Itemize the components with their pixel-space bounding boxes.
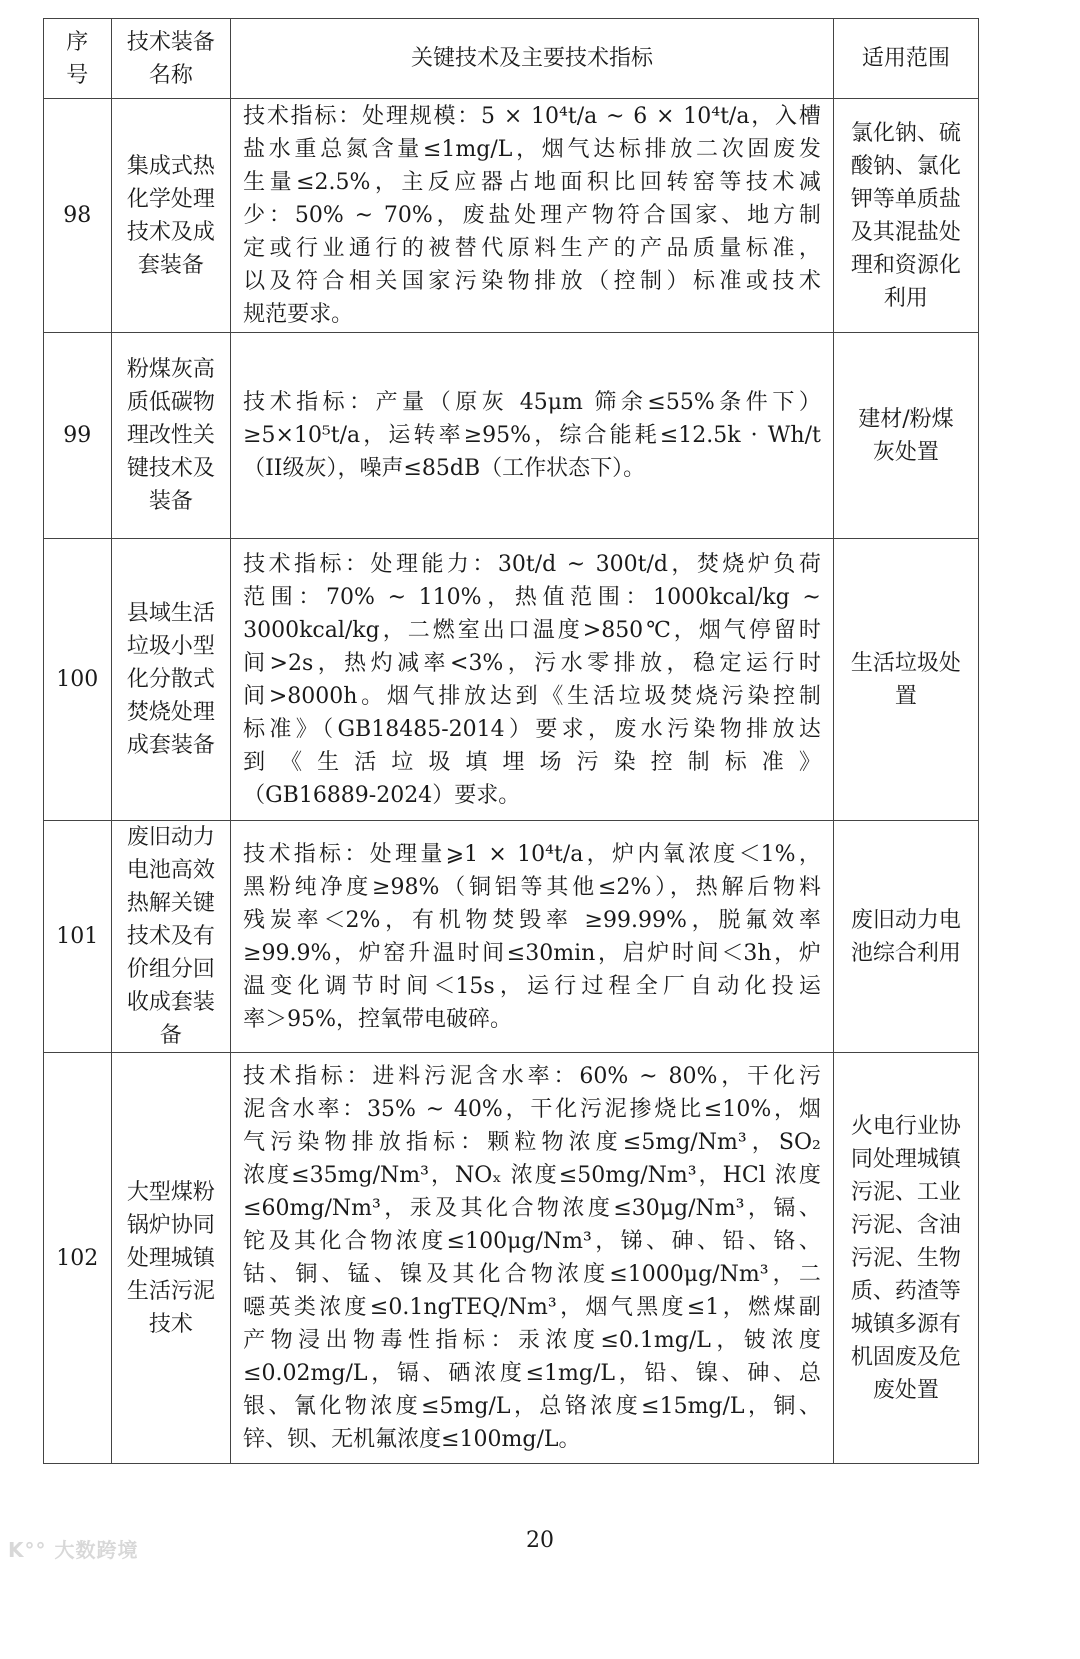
equipment-name-line: 化学处理 xyxy=(126,186,215,212)
scope-line: 钾等单质盐 xyxy=(850,186,961,212)
equipment-name-line: 电池高效 xyxy=(126,858,215,883)
equipment-name-line: 装备 xyxy=(148,489,193,514)
indicator-line: 标准》（GB18485-2014）要求，废水污染物排放达 xyxy=(243,716,821,742)
header-no-line: 号 xyxy=(66,62,89,88)
equipment-name xyxy=(111,821,231,1053)
equipment-name-line: 废旧动力 xyxy=(126,825,215,850)
indicator-line: 率＞95%，控氧带电破碎。 xyxy=(243,1006,512,1032)
scope-line: 置 xyxy=(894,683,917,709)
indicator-line: （II级灰），噪声≤85dB（工作状态下）。 xyxy=(243,456,646,481)
scope-line: 建材/粉煤 xyxy=(858,406,954,432)
scope-line: 废处置 xyxy=(872,1377,939,1403)
scope-line: 灰处置 xyxy=(872,439,939,465)
indicator-line: 气污染物排放指标：颗粒物浓度≤5mg/Nm³，SO₂ xyxy=(243,1130,821,1155)
technical-indicators xyxy=(231,539,834,821)
table-row xyxy=(44,333,979,539)
equipment-table xyxy=(43,18,979,1464)
scope-line: 同处理城镇 xyxy=(850,1146,961,1172)
indicator-line: 以及符合相关国家污染物排放（控制）标准或技术 xyxy=(243,269,821,294)
indicator-line: 间>8000h。烟气排放达到《生活垃圾焚烧污染控制 xyxy=(243,683,821,709)
indicator-line: ≤0.02mg/L，镉、硒浓度≤1mg/L，铅、镍、砷、总 xyxy=(243,1361,821,1386)
indicator-line: 3000kcal/kg，二燃室出口温度>850℃，烟气停留时 xyxy=(243,617,821,643)
scope-line: 火电行业协 xyxy=(850,1113,961,1139)
scope-line: 污泥、生物 xyxy=(850,1245,961,1271)
equipment-name-line: 键技术及 xyxy=(126,456,215,481)
equipment-name-line: 化分散式 xyxy=(126,667,215,692)
scope-line: 污泥、含油 xyxy=(850,1212,961,1238)
indicator-line: 技术指标：处理规模：5 × 10⁴t/a ~ 6 × 10⁴t/a，入槽 xyxy=(243,104,821,129)
scope-line: 废旧动力电 xyxy=(850,907,961,933)
indicator-line: 技术指标：处理能力：30t/d ~ 300t/d，焚烧炉负荷 xyxy=(243,551,821,577)
scope-line: 氯化钠、硫 xyxy=(850,120,961,146)
indicator-line: 噁英类浓度≤0.1ngTEQ/Nm³，烟气黑度≤1，燃煤副 xyxy=(243,1295,821,1320)
indicator-line: 生量≤2.5%，主反应器占地面积比回转窑等技术减 xyxy=(243,170,821,195)
table-row xyxy=(44,539,979,821)
header-name-line: 名称 xyxy=(148,62,193,88)
indicator-line: 定或行业通行的被替代原料生产的产品质量标准， xyxy=(243,236,821,261)
indicator-line: 间>2s，热灼减率<3%，污水零排放，稳定运行时 xyxy=(243,650,821,676)
indicator-line: 残炭率＜2%，有机物焚毁率 ≥99.99%，脱氟效率 xyxy=(243,907,821,933)
header-name xyxy=(111,19,231,99)
indicator-line: 到《生活垃圾填埋场污染控制标准》 xyxy=(243,749,821,775)
indicator-line: 银、氰化物浓度≤5mg/L，总铬浓度≤15mg/L，铜、 xyxy=(243,1394,821,1419)
header-tech: 关键技术及主要技术指标 xyxy=(231,19,834,99)
row-number: 100 xyxy=(44,539,112,821)
equipment-name-line: 热解关键 xyxy=(126,891,215,916)
equipment-name-line: 粉煤灰高 xyxy=(126,357,215,382)
indicator-line: 锌、钡、无机氟浓度≤100mg/L。 xyxy=(243,1427,581,1452)
scope-line: 机固废及危 xyxy=(850,1344,961,1370)
scope-line: 利用 xyxy=(883,285,928,311)
indicator-line: 技术指标：产量（原灰 45μm 筛余≤55%条件下） xyxy=(243,390,821,415)
watermark-text: 大数跨境 xyxy=(54,1538,139,1562)
equipment-name-line: 技术及有 xyxy=(126,924,215,949)
table-header-row xyxy=(44,19,979,99)
indicator-line: 范围：70% ~ 110%，热值范围：1000kcal/kg ~ xyxy=(243,584,821,610)
technical-indicators xyxy=(231,821,834,1053)
equipment-name xyxy=(111,539,231,821)
row-number: 98 xyxy=(44,99,112,333)
row-number: 101 xyxy=(44,821,112,1053)
indicator-line: 盐水重总氮含量≤1mg/L，烟气达标排放二次固废发 xyxy=(243,137,821,162)
row-number: 99 xyxy=(44,333,112,539)
header-no-line: 序 xyxy=(66,29,89,55)
table-row xyxy=(44,821,979,1053)
header-name-line: 技术装备 xyxy=(126,29,215,55)
header-scope: 适用范围 xyxy=(833,19,978,99)
indicator-line: 少：50% ~ 70%，废盐处理产物符合国家、地方制 xyxy=(243,203,821,228)
scope-line: 酸钠、氯化 xyxy=(850,153,961,179)
scope-line: 理和资源化 xyxy=(850,252,961,278)
indicator-line: ≥99.9%，炉窑升温时间≤30min，启炉时间＜3h，炉 xyxy=(243,940,821,966)
equipment-name-line: 成套装备 xyxy=(126,733,215,758)
scope-line: 污泥、工业 xyxy=(850,1179,961,1205)
scope-line: 质、药渣等 xyxy=(850,1278,961,1304)
indicator-line: 温变化调节时间＜15s，运行过程全厂自动化投运 xyxy=(243,973,821,999)
equipment-name-line: 锅炉协同 xyxy=(126,1212,215,1238)
indicator-line: （GB16889-2024）要求。 xyxy=(243,782,521,808)
equipment-name-line: 价组分回 xyxy=(126,957,215,982)
equipment-name-line: 生活污泥 xyxy=(126,1278,215,1304)
indicator-line: 泥含水率：35% ~ 40%，干化污泥掺烧比≤10%，烟 xyxy=(243,1097,821,1122)
equipment-name-line: 技术及成 xyxy=(126,219,215,245)
indicator-line: 黑粉纯净度≥98%（铜铝等其他≤2%），热解后物料 xyxy=(243,874,821,900)
technical-indicators xyxy=(231,1053,834,1464)
application-scope xyxy=(833,539,978,821)
equipment-name-line: 大型煤粉 xyxy=(126,1179,215,1205)
application-scope xyxy=(833,99,978,333)
scope-line: 及其混盐处 xyxy=(850,219,961,245)
indicator-line: 技术指标：进料污泥含水率：60% ~ 80%，干化污 xyxy=(243,1064,821,1089)
indicator-line: ≤60mg/Nm³，汞及其化合物浓度≤30μg/Nm³，镉、 xyxy=(243,1196,821,1221)
equipment-name-line: 处理城镇 xyxy=(126,1245,215,1271)
equipment-name-line: 套装备 xyxy=(137,252,204,278)
row-number: 102 xyxy=(44,1053,112,1464)
equipment-name xyxy=(111,99,231,333)
table-row xyxy=(44,99,979,333)
equipment-name-line: 质低碳物 xyxy=(126,390,215,415)
application-scope xyxy=(833,821,978,1053)
equipment-name-line: 理改性关 xyxy=(126,423,215,448)
indicator-line: 规范要求。 xyxy=(243,302,354,327)
equipment-name-line: 备 xyxy=(159,1023,182,1048)
equipment-name xyxy=(111,1053,231,1464)
equipment-name-line: 集成式热 xyxy=(126,153,215,179)
indicator-line: ≥5×10⁵t/a，运转率≥95%，综合能耗≤12.5k · Wh/t xyxy=(243,423,821,448)
table-row xyxy=(44,1053,979,1464)
watermark-logo: K°° 大数跨境 xyxy=(8,1538,139,1562)
indicator-line: 技术指标：处理量⩾1 × 10⁴t/a，炉内氧浓度＜1%， xyxy=(243,841,821,867)
application-scope xyxy=(833,1053,978,1464)
application-scope xyxy=(833,333,978,539)
technical-indicators xyxy=(231,333,834,539)
equipment-name-line: 县域生活 xyxy=(126,601,215,626)
scope-line: 城镇多源有 xyxy=(850,1311,961,1337)
equipment-name-line: 技术 xyxy=(148,1311,193,1337)
technical-indicators xyxy=(231,99,834,333)
equipment-name-line: 垃圾小型 xyxy=(126,634,215,659)
equipment-name xyxy=(111,333,231,539)
scope-line: 池综合利用 xyxy=(850,940,961,966)
page-number: 20 xyxy=(526,1528,554,1553)
indicator-line: 浓度≤35mg/Nm³，NOₓ 浓度≤50mg/Nm³，HCl 浓度 xyxy=(243,1163,821,1188)
header-no xyxy=(44,19,112,99)
indicator-line: 铊及其化合物浓度≤100μg/Nm³，锑、砷、铅、铬、 xyxy=(243,1229,821,1254)
indicator-line: 产物浸出物毒性指标：汞浓度≤0.1mg/L，铍浓度 xyxy=(243,1328,821,1353)
equipment-name-line: 收成套装 xyxy=(126,990,215,1015)
equipment-name-line: 焚烧处理 xyxy=(126,700,215,725)
indicator-line: 钴、铜、锰、镍及其化合物浓度≤1000μg/Nm³，二 xyxy=(243,1262,821,1287)
scope-line: 生活垃圾处 xyxy=(850,650,961,676)
